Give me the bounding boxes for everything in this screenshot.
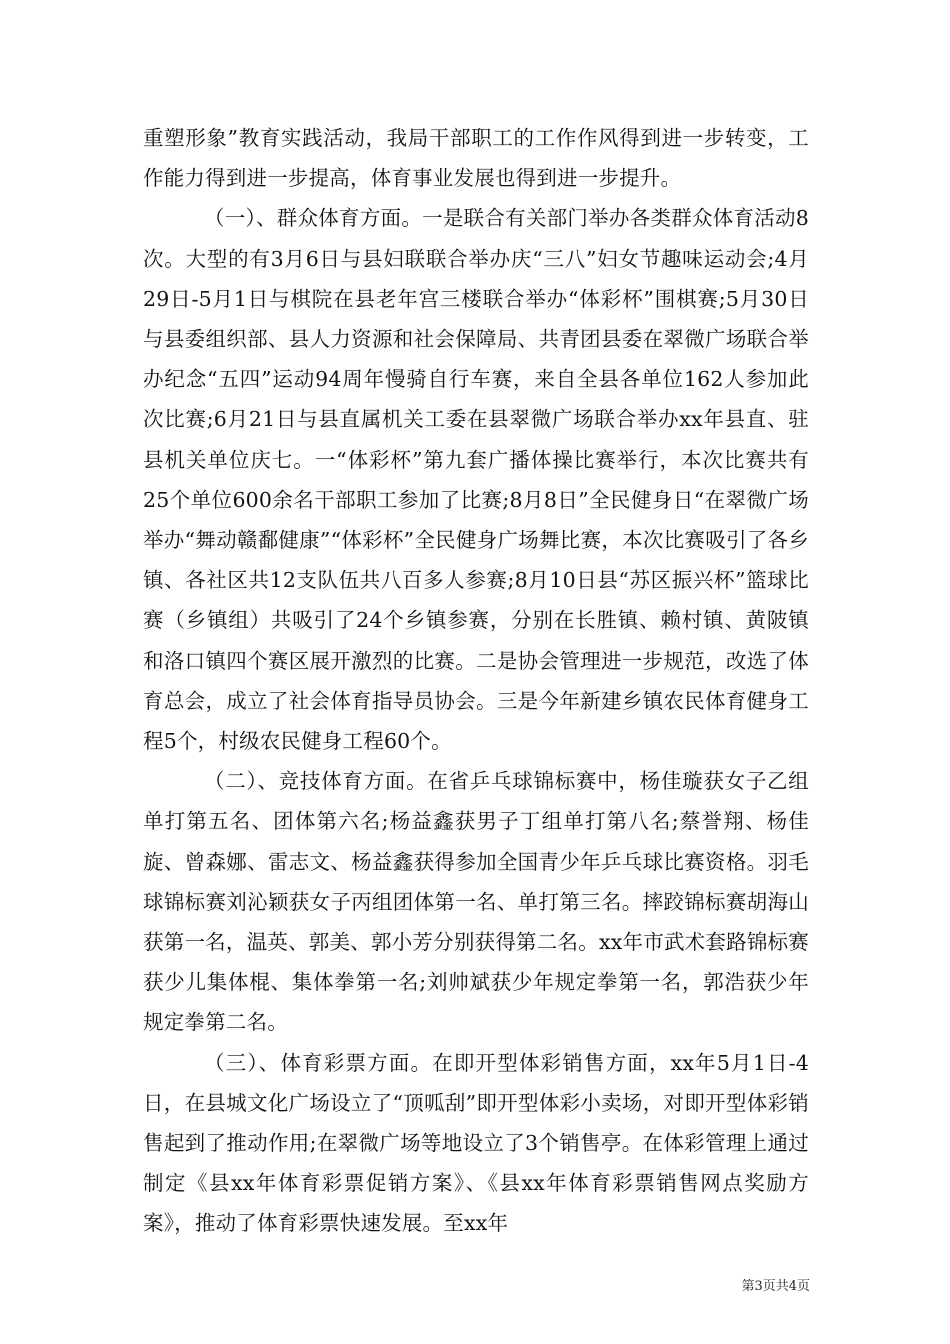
paragraph-competitive-sports: （二）、竞技体育方面。在省乒乓球锦标赛中，杨佳璇获女子乙组单打第五名、团体第六名;杨益鑫获男子丁组单打第八名;蔡誉翔、杨佳旋、曾森娜、雷志文、杨益鑫获得参加全国青少年乒乓球比赛资格。羽毛球锦标赛刘沁颖获女子丙组团体第一名、单打第三名。摔跤锦标赛胡海山获第一名，温英、郭美、郭小芳分别获得第二名。xx年市武术套路锦标赛获少儿集体棍、集体拳第一名;刘帅斌获少年规定拳第一名，郭浩获少年规定拳第二名。 [143,769,809,1035]
document-body [143,118,809,1244]
paragraph-continuation: 重塑形象”教育实践活动，我局干部职工的工作作风得到进一步转变，工作能力得到进一步提高，体育事业发展也得到进一步提升。 [143,126,809,191]
page-number: 第3页共4页 [741,1279,810,1294]
paragraph-mass-sports: （一）、群众体育方面。一是联合有关部门举办各类群众体育活动8次。大型的有3月6日与县妇联联合举办庆“三八”妇女节趣味运动会;4月29日-5月1日与棋院在县老年宫三楼联合举办“体彩杯”围棋赛;5月30日与县委组织部、县人力资源和社会保障局、共青团县委在翠微广场联合举办纪念“五四”运动94周年慢骑自行车赛，来自全县各单位162人参加此次比赛;6月21日与县直属机关工委在县翠微广场联合举办xx年县直、驻县机关单位庆七。一“体彩杯”第九套广播体操比赛举行，本次比赛共有25个单位600余名干部职工参加了比赛;8月8日”全民健身日“在翠微广场举办“舞动赣鄱健康”“体彩杯”全民健身广场舞比赛，本次比赛吸引了各乡镇、各社区共12支队伍共八百多人参赛;8月10日县“苏区振兴杯”篮球比赛（乡镇组）共吸引了24个乡镇参赛，分别在长胜镇、赖村镇、黄陂镇和洛口镇四个赛区展开激烈的比赛。二是协会管理进一步规范，改选了体育总会，成立了社会体育指导员协会。三是今年新建乡镇农民体育健身工程5个，村级农民健身工程60个。 [143,206,809,754]
paragraph-sports-lottery: （三）、体育彩票方面。在即开型体彩销售方面，xx年5月1日-4日，在县城文化广场设立了“顶呱刮”即开型体彩小卖场，对即开型体彩销售起到了推动作用;在翠微广场等地设立了3个销售亭。在体彩管理上通过制定《县xx年体育彩票促销方案》、《县xx年体育彩票销售网点奖励方案》，推动了体育彩票快速发展。至xx年 [143,1050,809,1236]
